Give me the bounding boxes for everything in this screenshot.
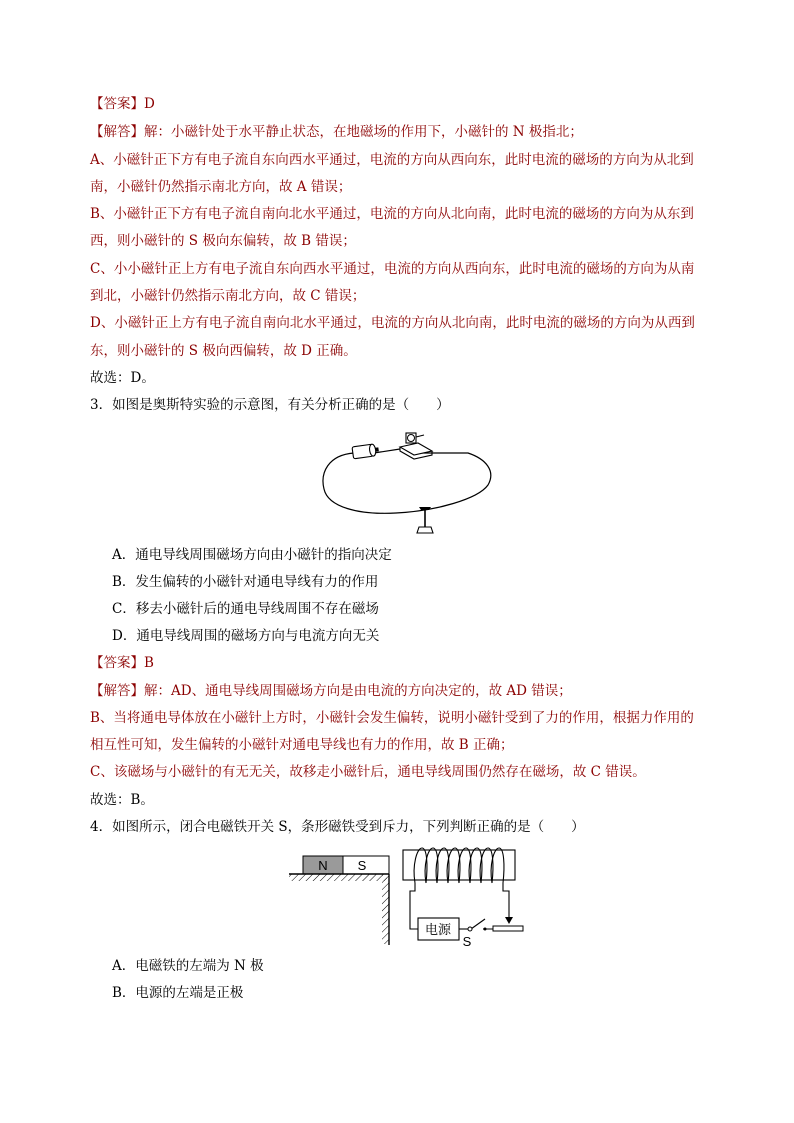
q3-analysis-line: B、当将通电导体放在小磁针上方时，小磁针会发生偏转，说明小磁针受到了力的作用，根据力作用的 <box>90 710 694 726</box>
wire-loop <box>323 453 491 513</box>
q2-analysis-line: D、小磁针正上方有电子流自南向北水平通过，电流的方向从北向南，此时电流的磁场的方向为从西到 <box>90 315 695 331</box>
q2-analysis-line <box>90 123 583 141</box>
q2-analysis-line: C、小小磁针正上方有电子流自东向西水平通过，电流的方向从西向东，此时电流的磁场的方向为从南 <box>90 261 695 277</box>
analysis-tag: 【解答】 <box>90 683 144 699</box>
q2-analysis-line: B、小磁针正下方有电子流自南向北水平通过，电流的方向从北向南，此时电流的磁场的方向为从东到 <box>90 206 694 222</box>
answer-tag: 【答案】 <box>90 655 144 671</box>
battery <box>352 443 379 459</box>
answer-value: B <box>144 655 154 671</box>
q2-conclusion: 故选：D。 <box>90 370 155 386</box>
q2-analysis-line: 到北，小磁针仍然指示南北方向，故 C 错误； <box>90 288 366 304</box>
q4-option-a: A．电磁铁的左端为 N 极 <box>112 958 264 974</box>
slider-arrow <box>505 917 513 924</box>
q2-analysis-line: 南，小磁针仍然指示南北方向，故 A 错误； <box>90 179 352 195</box>
q3-analysis-line <box>90 682 572 700</box>
q3-analysis-line: C、该磁场与小磁针的有无无关，故移走小磁针后，通电导线周围仍然存在磁场，故 C 错误。 <box>90 764 646 780</box>
q3-analysis-line: 相互性可知，发生偏转的小磁针对通电导线也有力的作用，故 B 正确； <box>90 737 514 753</box>
switch-base <box>400 433 432 459</box>
q3-option-a: A．通电导线周围磁场方向由小磁针的指向决定 <box>112 547 392 563</box>
q2-analysis-line: 东，则小磁针的 S 极向西偏转，故 D 正确。 <box>90 343 357 359</box>
switch-label: S <box>462 934 472 947</box>
q3-answer <box>90 654 154 672</box>
q2-analysis-line: 西，则小磁针的 S 极向东偏转，故 B 错误； <box>90 233 356 249</box>
q4-option-b: B．电源的左端是正极 <box>112 985 244 1001</box>
analysis-text: 解：AD、通电导线周围磁场方向是由电流的方向决定的，故 AD 错误； <box>144 683 572 699</box>
switch-contact <box>468 927 472 931</box>
table-support <box>289 874 389 945</box>
analysis-tag: 【解答】 <box>90 124 144 140</box>
electromagnet-figure <box>285 845 530 947</box>
q2-analysis-line: A、小磁针正下方有电子流自东向西水平通过，电流的方向从西向东，此时电流的磁场的方向为从北到 <box>90 152 694 168</box>
q4-question: 4．如图所示，闭合电磁铁开关 S，条形磁铁受到斥力，下列判断正确的是（ ） <box>90 819 585 835</box>
rheostat <box>493 926 523 931</box>
q3-option-b: B．发生偏转的小磁针对通电导线有力的作用 <box>112 574 379 590</box>
answer-tag: 【答案】 <box>90 96 144 112</box>
q3-question: 3．如图是奥斯特实验的示意图，有关分析正确的是（ ） <box>90 397 450 413</box>
q3-option-c: C．移去小磁针后的通电导线周围不存在磁场 <box>112 601 379 617</box>
magnet-s-label: S <box>357 858 367 873</box>
analysis-text: 解：小磁针处于水平静止状态，在地磁场的作用下，小磁针的 N 极指北； <box>144 124 583 140</box>
oersted-experiment-figure <box>318 423 494 535</box>
q3-conclusion: 故选：B。 <box>90 792 154 808</box>
answer-value: D <box>144 96 155 112</box>
q2-answer <box>90 95 155 113</box>
power-supply-label: 电源 <box>424 923 452 938</box>
magnet-n-label: N <box>318 858 328 873</box>
q3-option-d: D．通电导线周围的磁场方向与电流方向无关 <box>112 628 380 644</box>
switch-contact <box>484 928 487 931</box>
